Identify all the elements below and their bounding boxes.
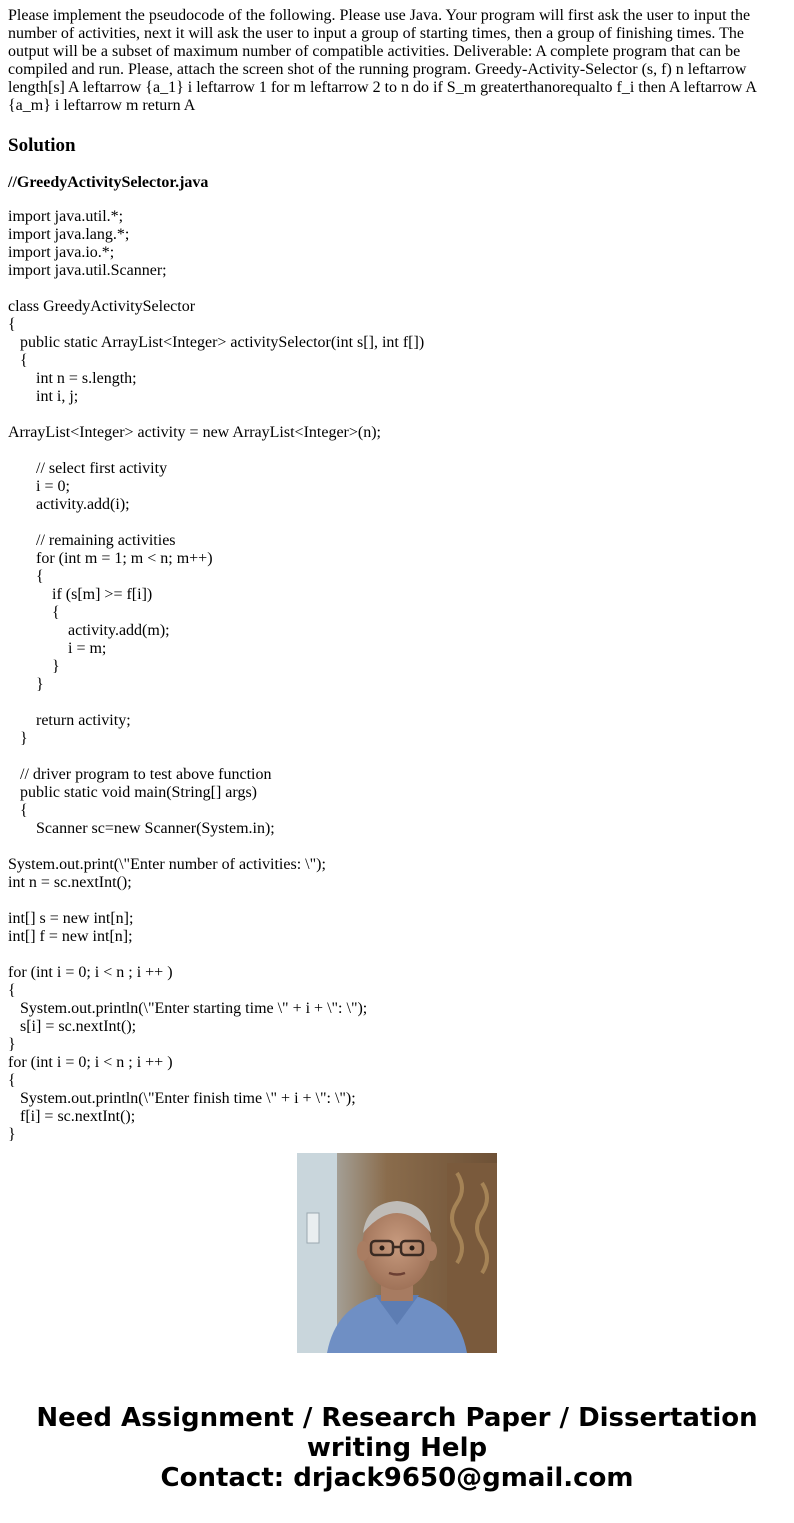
code-line — [8, 694, 788, 712]
code-line: { — [8, 316, 16, 333]
code-line: s[i] = sc.nextInt(); — [8, 1018, 137, 1035]
code-line — [8, 280, 788, 298]
code-line: if (s[m] >= f[i]) — [8, 586, 153, 603]
code-line: } — [8, 730, 28, 747]
code-listing — [8, 208, 788, 1143]
code-line — [8, 514, 788, 532]
code-line: { — [8, 982, 16, 999]
code-line: int n = sc.nextInt(); — [8, 874, 132, 891]
contact-banner — [0, 1403, 794, 1493]
code-line: // select first activity — [8, 460, 168, 477]
code-line: import java.lang.*; — [8, 226, 130, 243]
code-line: ArrayList<Integer> activity = new ArrayList<Integer>(n); — [8, 424, 381, 441]
code-file-name: //GreedyActivitySelector.java — [8, 174, 209, 191]
author-avatar — [297, 1153, 497, 1353]
code-line: public static void main(String[] args) — [8, 784, 257, 801]
code-line: public static ArrayList<Integer> activitySelector(int s[], int f[]) — [8, 334, 425, 351]
code-line: { — [8, 1072, 16, 1089]
banner-line-1: Need Assignment / Research Paper / Dissertation — [36, 1403, 758, 1433]
code-line: int[] f = new int[n]; — [8, 928, 133, 945]
code-line — [8, 838, 788, 856]
solution-heading: Solution — [8, 135, 76, 156]
code-line: import java.util.*; — [8, 208, 124, 225]
code-line: { — [8, 352, 28, 369]
code-line: return activity; — [8, 712, 131, 729]
code-line: System.out.println(\"Enter starting time \" + i + \": \"); — [8, 1000, 368, 1017]
code-line: import java.util.Scanner; — [8, 262, 167, 279]
code-line: activity.add(m); — [8, 622, 170, 639]
banner-line-2: writing Help — [306, 1433, 488, 1463]
code-line: for (int i = 0; i < n ; i ++ ) — [8, 964, 173, 981]
banner-contact-line: Contact: drjack9650@gmail.com — [160, 1463, 634, 1493]
code-line: f[i] = sc.nextInt(); — [8, 1108, 136, 1125]
code-line: } — [8, 676, 44, 693]
code-line: { — [8, 802, 28, 819]
code-line: { — [8, 568, 44, 585]
code-line: int i, j; — [8, 388, 79, 405]
code-line: i = m; — [8, 640, 107, 657]
code-line — [8, 946, 788, 964]
code-line: // remaining activities — [8, 532, 176, 549]
code-line: for (int m = 1; m < n; m++) — [8, 550, 213, 567]
code-line: System.out.println(\"Enter finish time \" + i + \": \"); — [8, 1090, 356, 1107]
code-line: import java.io.*; — [8, 244, 115, 261]
code-line — [8, 442, 788, 460]
code-line: } — [8, 1126, 16, 1143]
code-line: } — [8, 658, 60, 675]
code-line — [8, 892, 788, 910]
code-line: System.out.print(\"Enter number of activities: \"); — [8, 856, 326, 873]
code-line: Scanner sc=new Scanner(System.in); — [8, 820, 275, 837]
code-line: class GreedyActivitySelector — [8, 298, 196, 315]
code-line — [8, 748, 788, 766]
code-line: for (int i = 0; i < n ; i ++ ) — [8, 1054, 173, 1071]
author-photo — [297, 1153, 497, 1353]
code-line: activity.add(i); — [8, 496, 130, 513]
code-line: // driver program to test above function — [8, 766, 272, 783]
code-line — [8, 406, 788, 424]
code-line: { — [8, 604, 60, 621]
code-line: } — [8, 1036, 16, 1053]
code-line: int n = s.length; — [8, 370, 137, 387]
question-text: Please implement the pseudocode of the following. Please use Java. Your program will first ask the user to input the number of activities, next it will ask the user to input a group of starting times, then a group of finishing times. The output will be a subset of maximum number of compatible activities. Deliverable: A complete program that can be compiled and run. Please, attach the screen shot of the running program. Greedy-Activity-Selector (s, f) n leftarrow length[s] A leftarrow {a_1} i leftarrow 1 for m leftarrow 2 to n do if S_m greaterthanorequalto f_i then A leftarrow A {a_m} i leftarrow m return A — [8, 7, 757, 114]
code-line: i = 0; — [8, 478, 70, 495]
code-line: int[] s = new int[n]; — [8, 910, 134, 927]
